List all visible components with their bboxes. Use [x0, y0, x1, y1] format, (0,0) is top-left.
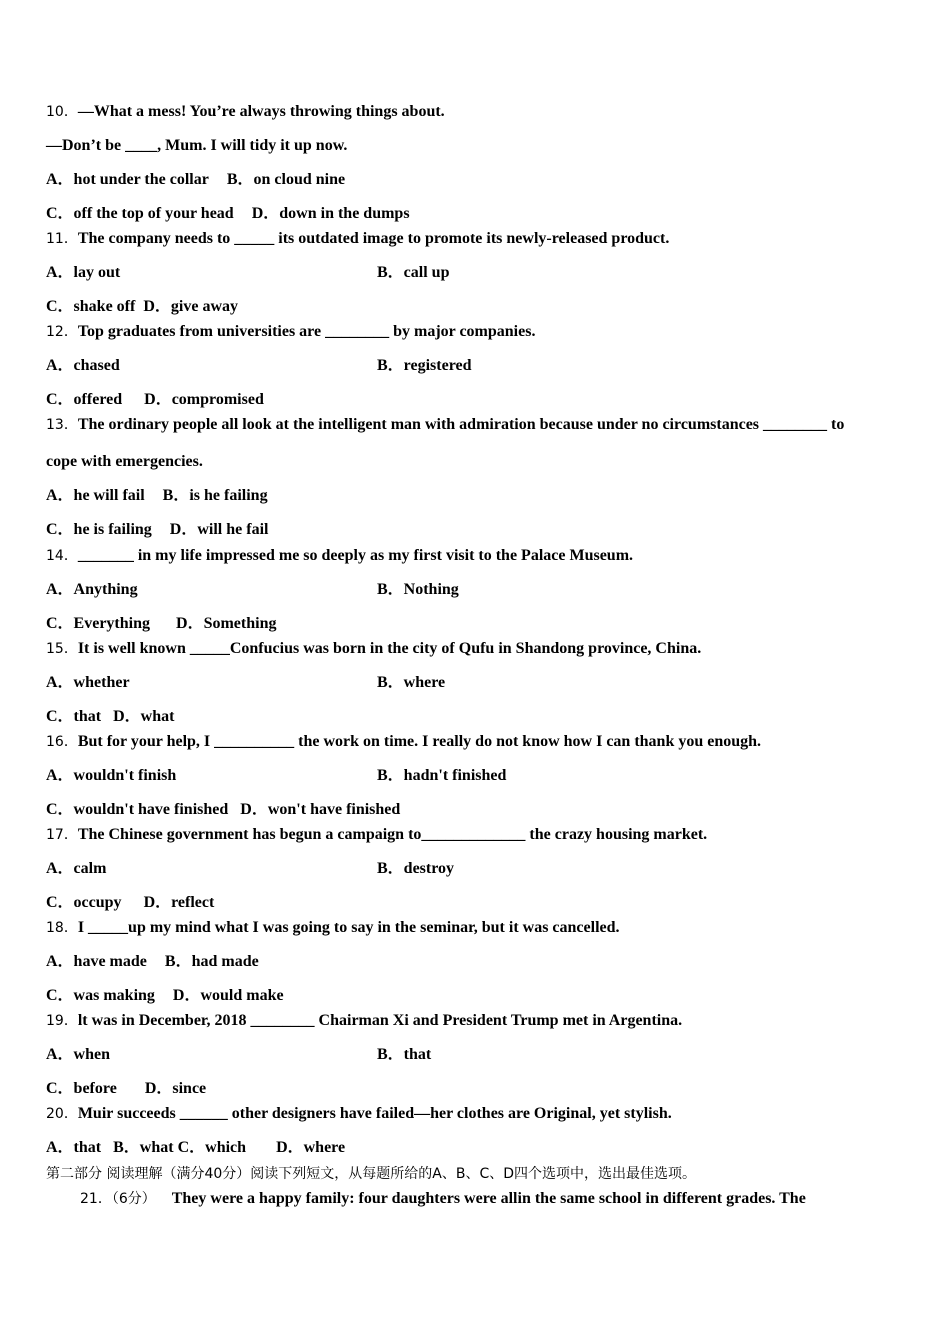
option-a[interactable]: A．Anything: [46, 581, 138, 598]
question-19-options-cd: [46, 1079, 206, 1099]
option-d[interactable]: D．reflect: [143, 894, 215, 911]
option-a[interactable]: A．chased: [46, 357, 120, 374]
option-a[interactable]: A．whether: [46, 674, 130, 691]
question-15-options-ab: [46, 673, 906, 693]
question-number: 16．: [46, 734, 78, 750]
question-number: 18．: [46, 920, 78, 936]
question-17-stem: 17．The Chinese government has begun a campaign to_____________ the crazy housing market.: [46, 826, 708, 843]
question-19-stem: 19．lt was in December, 2018 ________ Chairman Xi and President Trump met in Argentina.: [46, 1012, 683, 1029]
option-a[interactable]: A．that: [46, 1139, 102, 1156]
option-b[interactable]: B．what: [113, 1139, 174, 1156]
question-15-options-cd: [46, 707, 174, 727]
option-c[interactable]: C．occupy: [46, 894, 122, 911]
option-d[interactable]: D．where: [276, 1139, 346, 1156]
question-16-options-ab: [46, 766, 906, 786]
section-2-heading: 第二部分 阅读理解（满分40分）阅读下列短文，从每题所给的A、B、C、D四个选项中，选出最佳选项。: [46, 1166, 696, 1182]
option-d[interactable]: D．won't have finished: [240, 801, 401, 818]
option-a[interactable]: A．lay out: [46, 264, 121, 281]
question-number: 14．: [46, 548, 78, 564]
question-20-stem: 20．Muir succeeds ______ other designers have failed—her clothes are Original, yet stylish.: [46, 1105, 672, 1122]
option-a[interactable]: A．when: [46, 1046, 111, 1063]
question-10-options-cd: [46, 204, 410, 224]
question-11-options-cd: [46, 297, 238, 317]
question-16-options-cd: [46, 800, 400, 820]
option-b[interactable]: B．had made: [164, 953, 259, 970]
option-d[interactable]: D．down in the dumps: [251, 205, 410, 222]
question-16-stem: 16．But for your help, I __________ the work on time. I really do not know how I can thank you enough.: [46, 733, 762, 750]
option-c[interactable]: C．shake off: [46, 298, 136, 315]
option-b[interactable]: B．call up: [377, 264, 450, 281]
option-d[interactable]: D．would make: [172, 987, 284, 1004]
option-c[interactable]: C．offered: [46, 391, 123, 408]
option-c[interactable]: C．was making: [46, 987, 155, 1004]
question-10-stem: 10．—What a mess! You’re always throwing things about.: [46, 103, 445, 120]
question-10-stem-2: —Don’t be ____, Mum. I will tidy it up now.: [46, 137, 348, 154]
question-number: 12．: [46, 324, 78, 340]
option-c[interactable]: C．that: [46, 708, 102, 725]
option-d[interactable]: D．compromised: [144, 391, 264, 408]
option-b[interactable]: B．registered: [377, 357, 472, 374]
option-c[interactable]: C．wouldn't have finished: [46, 801, 229, 818]
question-18-stem: 18．I _____up my mind what I was going to say in the seminar, but it was cancelled.: [46, 919, 620, 936]
question-13-options-ab: [46, 486, 268, 506]
question-21-stem: 21．（6分） They were a happy family: four daughters were allin the same school in different grades. The: [80, 1190, 806, 1207]
option-c[interactable]: C．off the top of your head: [46, 205, 234, 222]
option-b[interactable]: B．is he failing: [162, 487, 268, 504]
option-d[interactable]: D．will he fail: [169, 521, 269, 538]
option-b[interactable]: B．where: [377, 674, 446, 691]
question-14-options-ab: [46, 580, 906, 600]
question-19-options-ab: [46, 1045, 906, 1065]
question-number: 21．（6分）: [80, 1191, 156, 1207]
question-10-options-ab: [46, 170, 345, 190]
option-a[interactable]: A．calm: [46, 860, 107, 877]
question-12-options-cd: [46, 390, 264, 410]
option-c[interactable]: C．before: [46, 1080, 117, 1097]
question-11-stem: 11．The company needs to _____ its outdated image to promote its newly-released product.: [46, 230, 670, 247]
option-c[interactable]: C．he is failing: [46, 521, 152, 538]
question-14-options-cd: [46, 614, 276, 634]
option-c[interactable]: C．Everything: [46, 615, 151, 632]
question-number: 11．: [46, 231, 78, 247]
question-11-options-ab: [46, 263, 906, 283]
question-18-options-cd: [46, 986, 284, 1006]
question-13-stem: 13．The ordinary people all look at the intelligent man with admiration because under no circumstances ________ to: [46, 416, 845, 433]
question-number: 13．: [46, 417, 78, 433]
option-a[interactable]: A．he will fail: [46, 487, 145, 504]
option-a[interactable]: A．wouldn't finish: [46, 767, 177, 784]
option-d[interactable]: D．what: [113, 708, 175, 725]
question-12-options-ab: [46, 356, 906, 376]
question-13-options-cd: [46, 520, 268, 540]
question-18-options-ab: [46, 952, 259, 972]
question-13-stem-2: cope with emergencies.: [46, 453, 203, 470]
question-17-options-ab: [46, 859, 906, 879]
option-d[interactable]: D．give away: [143, 298, 239, 315]
question-20-options: [46, 1138, 345, 1158]
question-14-stem: 14．_______ in my life impressed me so deeply as my first visit to the Palace Museum.: [46, 547, 634, 564]
option-d[interactable]: D．Something: [176, 615, 277, 632]
question-15-stem: 15．It is well known _____Confucius was born in the city of Qufu in Shandong province, China.: [46, 640, 702, 657]
question-12-stem: 12．Top graduates from universities are ________ by major companies.: [46, 323, 536, 340]
option-a[interactable]: A．hot under the collar: [46, 171, 209, 188]
option-d[interactable]: D．since: [144, 1080, 207, 1097]
question-number: 17．: [46, 827, 78, 843]
question-number: 15．: [46, 641, 78, 657]
option-b[interactable]: B．hadn't finished: [377, 767, 507, 784]
question-number: 10．: [46, 104, 78, 120]
option-b[interactable]: B．destroy: [377, 860, 455, 877]
option-b[interactable]: B．Nothing: [377, 581, 459, 598]
option-c[interactable]: C．which: [177, 1139, 247, 1156]
option-a[interactable]: A．have made: [46, 953, 147, 970]
option-b[interactable]: B．on cloud nine: [226, 171, 346, 188]
option-b[interactable]: B．that: [377, 1046, 432, 1063]
question-number: 19．: [46, 1013, 78, 1029]
question-17-options-cd: [46, 893, 214, 913]
question-number: 20．: [46, 1106, 78, 1122]
